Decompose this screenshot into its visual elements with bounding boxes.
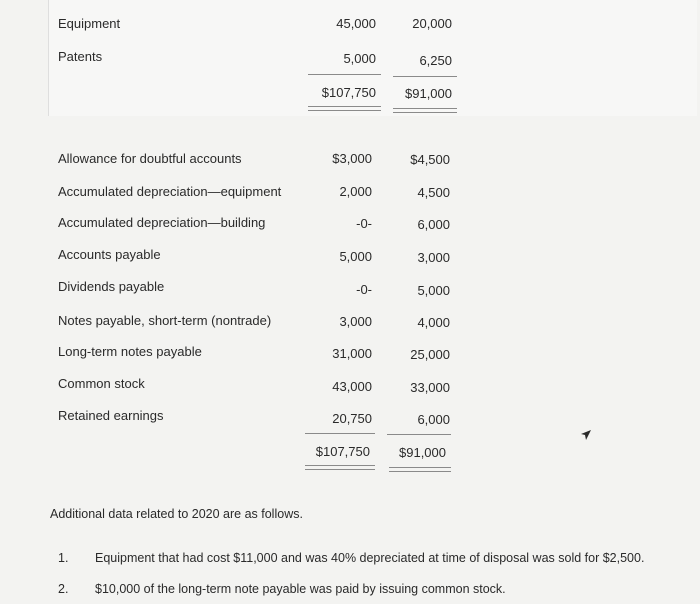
liability-total-double-rule-2019 [389, 467, 451, 472]
liability-2019-accum-dep-building: 6,000 [417, 217, 450, 232]
liability-label-retained-earnings: Retained earnings [58, 408, 164, 423]
liability-total-2019: $91,000 [399, 445, 446, 460]
liability-2020-common-stock: 43,000 [332, 379, 372, 394]
liability-2020-accum-dep-equipment: 2,000 [339, 184, 372, 199]
liability-2020-long-term-notes: 31,000 [332, 346, 372, 361]
liability-2020-accum-dep-building: -0- [356, 216, 372, 231]
liability-label-dividends-payable: Dividends payable [58, 279, 165, 294]
note-number-1: 1. [58, 551, 69, 565]
liability-total-2020: $107,750 [315, 444, 370, 459]
asset-label-equipment: Equipment [58, 16, 121, 31]
liability-subtotal-rule-2019 [387, 434, 451, 435]
liability-2019-notes-payable-short-term: 4,000 [417, 315, 450, 330]
liability-2019-allowance: $4,500 [410, 152, 450, 167]
liability-2020-retained-earnings: 20,750 [332, 411, 372, 426]
liability-label-accum-dep-building: Accumulated depreciation—building [58, 215, 266, 230]
asset-2019-equipment: 20,000 [412, 16, 452, 31]
liability-2019-dividends-payable: 5,000 [417, 283, 450, 298]
asset-total-2020: $107,750 [321, 85, 376, 100]
liability-label-common-stock: Common stock [58, 376, 145, 391]
asset-label-patents: Patents [58, 49, 103, 64]
liability-2019-accounts-payable: 3,000 [417, 250, 450, 265]
asset-subtotal-rule-2020 [308, 74, 381, 75]
asset-2020-equipment: 45,000 [336, 16, 376, 31]
note-number-2: 2. [58, 582, 69, 596]
asset-2020-patents: 5,000 [343, 51, 376, 66]
liability-2020-dividends-payable: -0- [356, 282, 372, 297]
liability-label-notes-payable-short-term: Notes payable, short-term (nontrade) [58, 313, 272, 328]
asset-total-2019: $91,000 [405, 86, 452, 101]
asset-subtotal-rule-2019 [393, 76, 457, 77]
liability-2019-retained-earnings: 6,000 [417, 412, 450, 427]
liability-label-allowance: Allowance for doubtful accounts [58, 151, 242, 166]
liability-2020-allowance: $3,000 [332, 151, 372, 166]
liability-label-accounts-payable: Accounts payable [58, 247, 161, 262]
asset-total-double-rule-2020 [308, 106, 381, 111]
asset-2019-patents: 6,250 [419, 53, 452, 68]
liability-2020-accounts-payable: 5,000 [339, 249, 372, 264]
liability-subtotal-rule-2020 [305, 433, 375, 434]
liability-label-accum-dep-equipment: Accumulated depreciation—equipment [58, 184, 282, 199]
liability-label-long-term-notes: Long-term notes payable [58, 344, 202, 359]
mouse-pointer-icon [578, 428, 592, 442]
liability-total-double-rule-2020 [305, 465, 375, 470]
note-text-2: $10,000 of the long-term note payable was paid by issuing common stock. [95, 582, 506, 596]
asset-total-double-rule-2019 [393, 108, 457, 113]
liability-2019-common-stock: 33,000 [410, 380, 450, 395]
liability-2019-accum-dep-equipment: 4,500 [417, 185, 450, 200]
liability-2020-notes-payable-short-term: 3,000 [339, 314, 372, 329]
liability-2019-long-term-notes: 25,000 [410, 347, 450, 362]
additional-data-heading: Additional data related to 2020 are as follows. [50, 507, 303, 521]
note-text-1: Equipment that had cost $11,000 and was 40% depreciated at time of disposal was sold for $2,500. [95, 551, 645, 565]
